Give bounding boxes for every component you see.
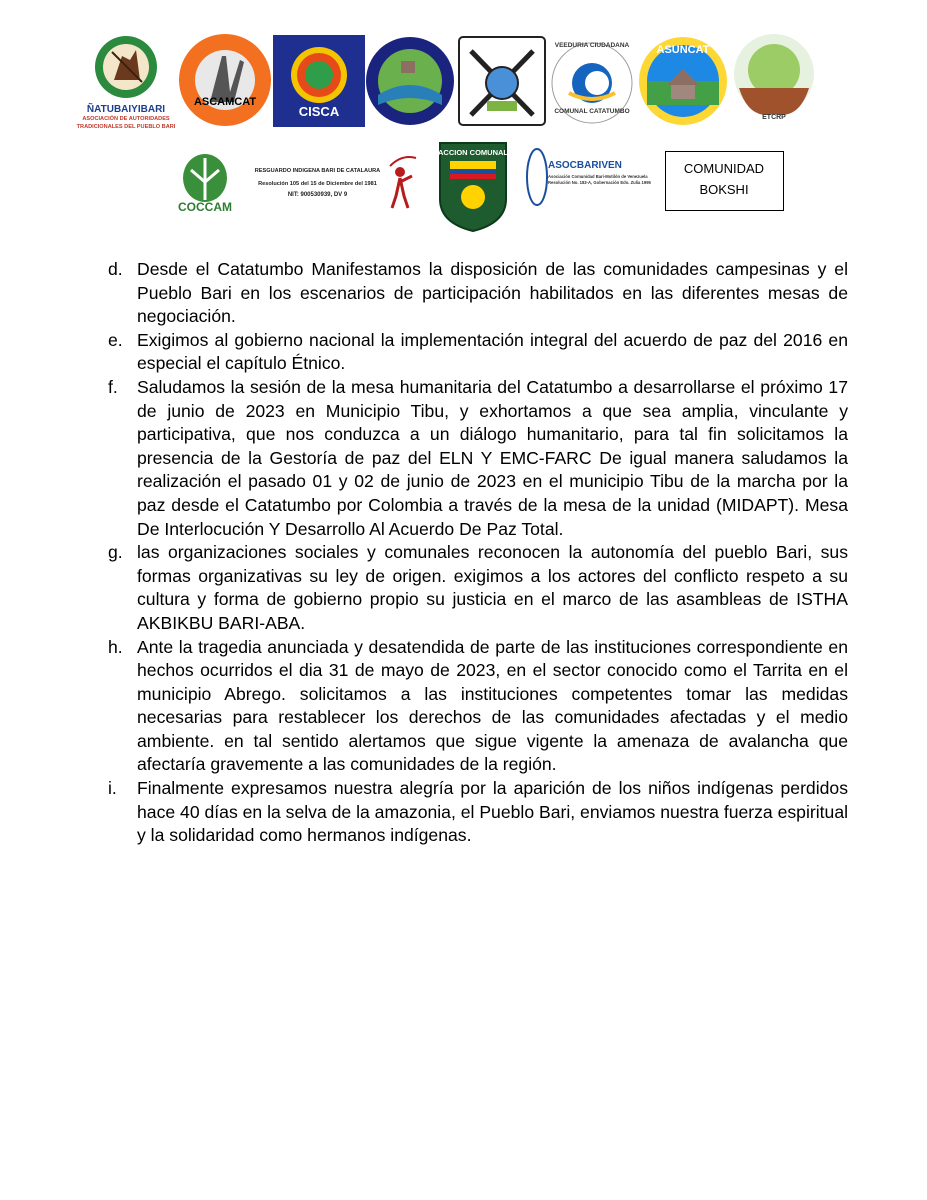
asocbariven-subtitle-2: Resolución No. 183-A, Gobernación Edo. Zulia 1995 <box>548 180 651 185</box>
etcrp-name: ETCRP <box>762 114 786 121</box>
item-text: Finalmente expresamos nuestra alegría por la aparición de los niños indígenas perdidos hace 40 días en la selva de la amazonia, el Pueblo Bari, enviamos nuestra fuerza espiritual y la solidaridad como hermanos indígenas. <box>137 778 849 846</box>
item-text: Desde el Catatumbo Manifestamos la disposición de las comunidades campesinas y el Pueblo Bari en los escenarios de participación habilitados en las diferentes mesas de negociación. <box>137 259 848 327</box>
list-item-f <box>108 376 848 541</box>
resguardo-title: RESGUARDO INDIGENA BARI DE CATALAURA <box>254 168 381 174</box>
festival-del-rio-emblem <box>365 35 455 127</box>
item-marker: f. <box>108 376 118 397</box>
festival-del-rio-logo <box>365 35 455 127</box>
item-text: Saludamos la sesión de la mesa humanitaria del Catatumbo a desarrollarse el próximo 17 de junio de 2023 en Municipio Tibu, y exhortamos a que sea amplia, vinculante y participativa, que nos conduzca a un diálogo humanitario, para tal fin solicitamos la presencia de la Gestoría de paz del ELN Y EMC-FARC De igual manera saludamos la realización el pasado 01 y 02 de junio de 2023 en el municipio Tibu de la marcha por la paz desde el Catatumbo por Colombia a través de la mesa de la unidad (MIDAPT). Mesa De Interlocución Y Desarrollo Al Acuerdo De Paz Total. <box>137 376 848 539</box>
item-marker: d. <box>108 259 123 279</box>
cisca-name: CISCA <box>298 104 340 119</box>
veeduria-title: VEEDURIA CIUDADANA <box>554 42 630 49</box>
tools-logo <box>457 35 547 127</box>
archer-icon <box>384 152 420 210</box>
item-marker: h. <box>108 636 123 657</box>
item-text: las organizaciones sociales y comunales reconocen la autonomía del pueblo Bari, sus formas organizativas su ley de origen. exigimos a los actores del conflicto respeto a su cultura y forma de gobierno propio su justicia en el marco de las asambleas de ISTHA AKBIKBU BARI-ABA. <box>137 542 848 633</box>
natubaiyibari-subtitle-1: ASOCIACIÓN DE AUTORIDADES <box>82 116 170 122</box>
list-item-h <box>108 636 848 778</box>
veeduria-subtitle: COMUNAL CATATUMBO <box>554 108 630 115</box>
coccam-emblem <box>163 148 247 230</box>
coccam-name: COCCAM <box>178 200 232 214</box>
natubaiyibari-title: ÑATUBAIYIBARI <box>86 104 166 115</box>
list-item-e <box>108 329 848 376</box>
item-text: Exigimos al gobierno nacional la implementación integral del acuerdo de paz del 2016 en especial el capítulo Étnico. <box>137 329 848 374</box>
asocbariven-subtitle-1: Asociación Comunidad Barí-Motilón de Venezuela <box>548 174 648 179</box>
coccam-logo <box>163 148 247 230</box>
resguardo-logo <box>250 153 388 207</box>
list-item-i <box>108 777 848 848</box>
tools-emblem <box>457 35 547 127</box>
list-item-g <box>108 541 848 635</box>
ascamcat-name: ASCAMCAT <box>193 96 257 108</box>
resguardo-resolution: Resolución 105 del 15 de Diciembre del 1981 <box>258 181 377 187</box>
item-marker: e. <box>108 329 123 350</box>
accion-comunal-name: ACCION COMUNAL <box>438 148 508 157</box>
item-marker: g. <box>108 542 123 563</box>
natubaiyibari-subtitle-2: TRADICIONALES DEL PUEBLO BARI <box>76 124 176 130</box>
item-marker: i. <box>108 778 117 799</box>
comunidad-bokshi-line-2: BOKSHI <box>699 182 749 197</box>
resguardo-nit: NIT: 900530939, DV 9 <box>287 192 348 198</box>
ascamcat-emblem <box>178 32 272 128</box>
asuncat-name: ASUNCAT <box>656 44 710 56</box>
list-item-d <box>108 258 848 329</box>
ascamcat-logo <box>178 32 272 128</box>
item-text: Ante la tragedia anunciada y desatendida de parte de las instituciones correspondiente en hechos ocurridos el dia 31 de mayo de 2023, en el sector conocido como el Tarrita en el municipio Abrego. solicitamos a las instituciones competentes tomar las medidas necesarias para restablecer los derechos de las comunidades afectadas y el medio ambiente. en tal sentido alertamos que sigue vigente la amenaza de avalancha que afectaría gravemente a las comunidades de la región. <box>137 636 848 775</box>
comunidad-bokshi-line-1: COMUNIDAD <box>683 161 765 176</box>
archer-figure <box>384 152 420 210</box>
asocbariven-name: ASOCBARIVEN <box>548 160 622 171</box>
comunidad-bokshi-box <box>665 151 784 211</box>
demands-list <box>108 258 848 848</box>
